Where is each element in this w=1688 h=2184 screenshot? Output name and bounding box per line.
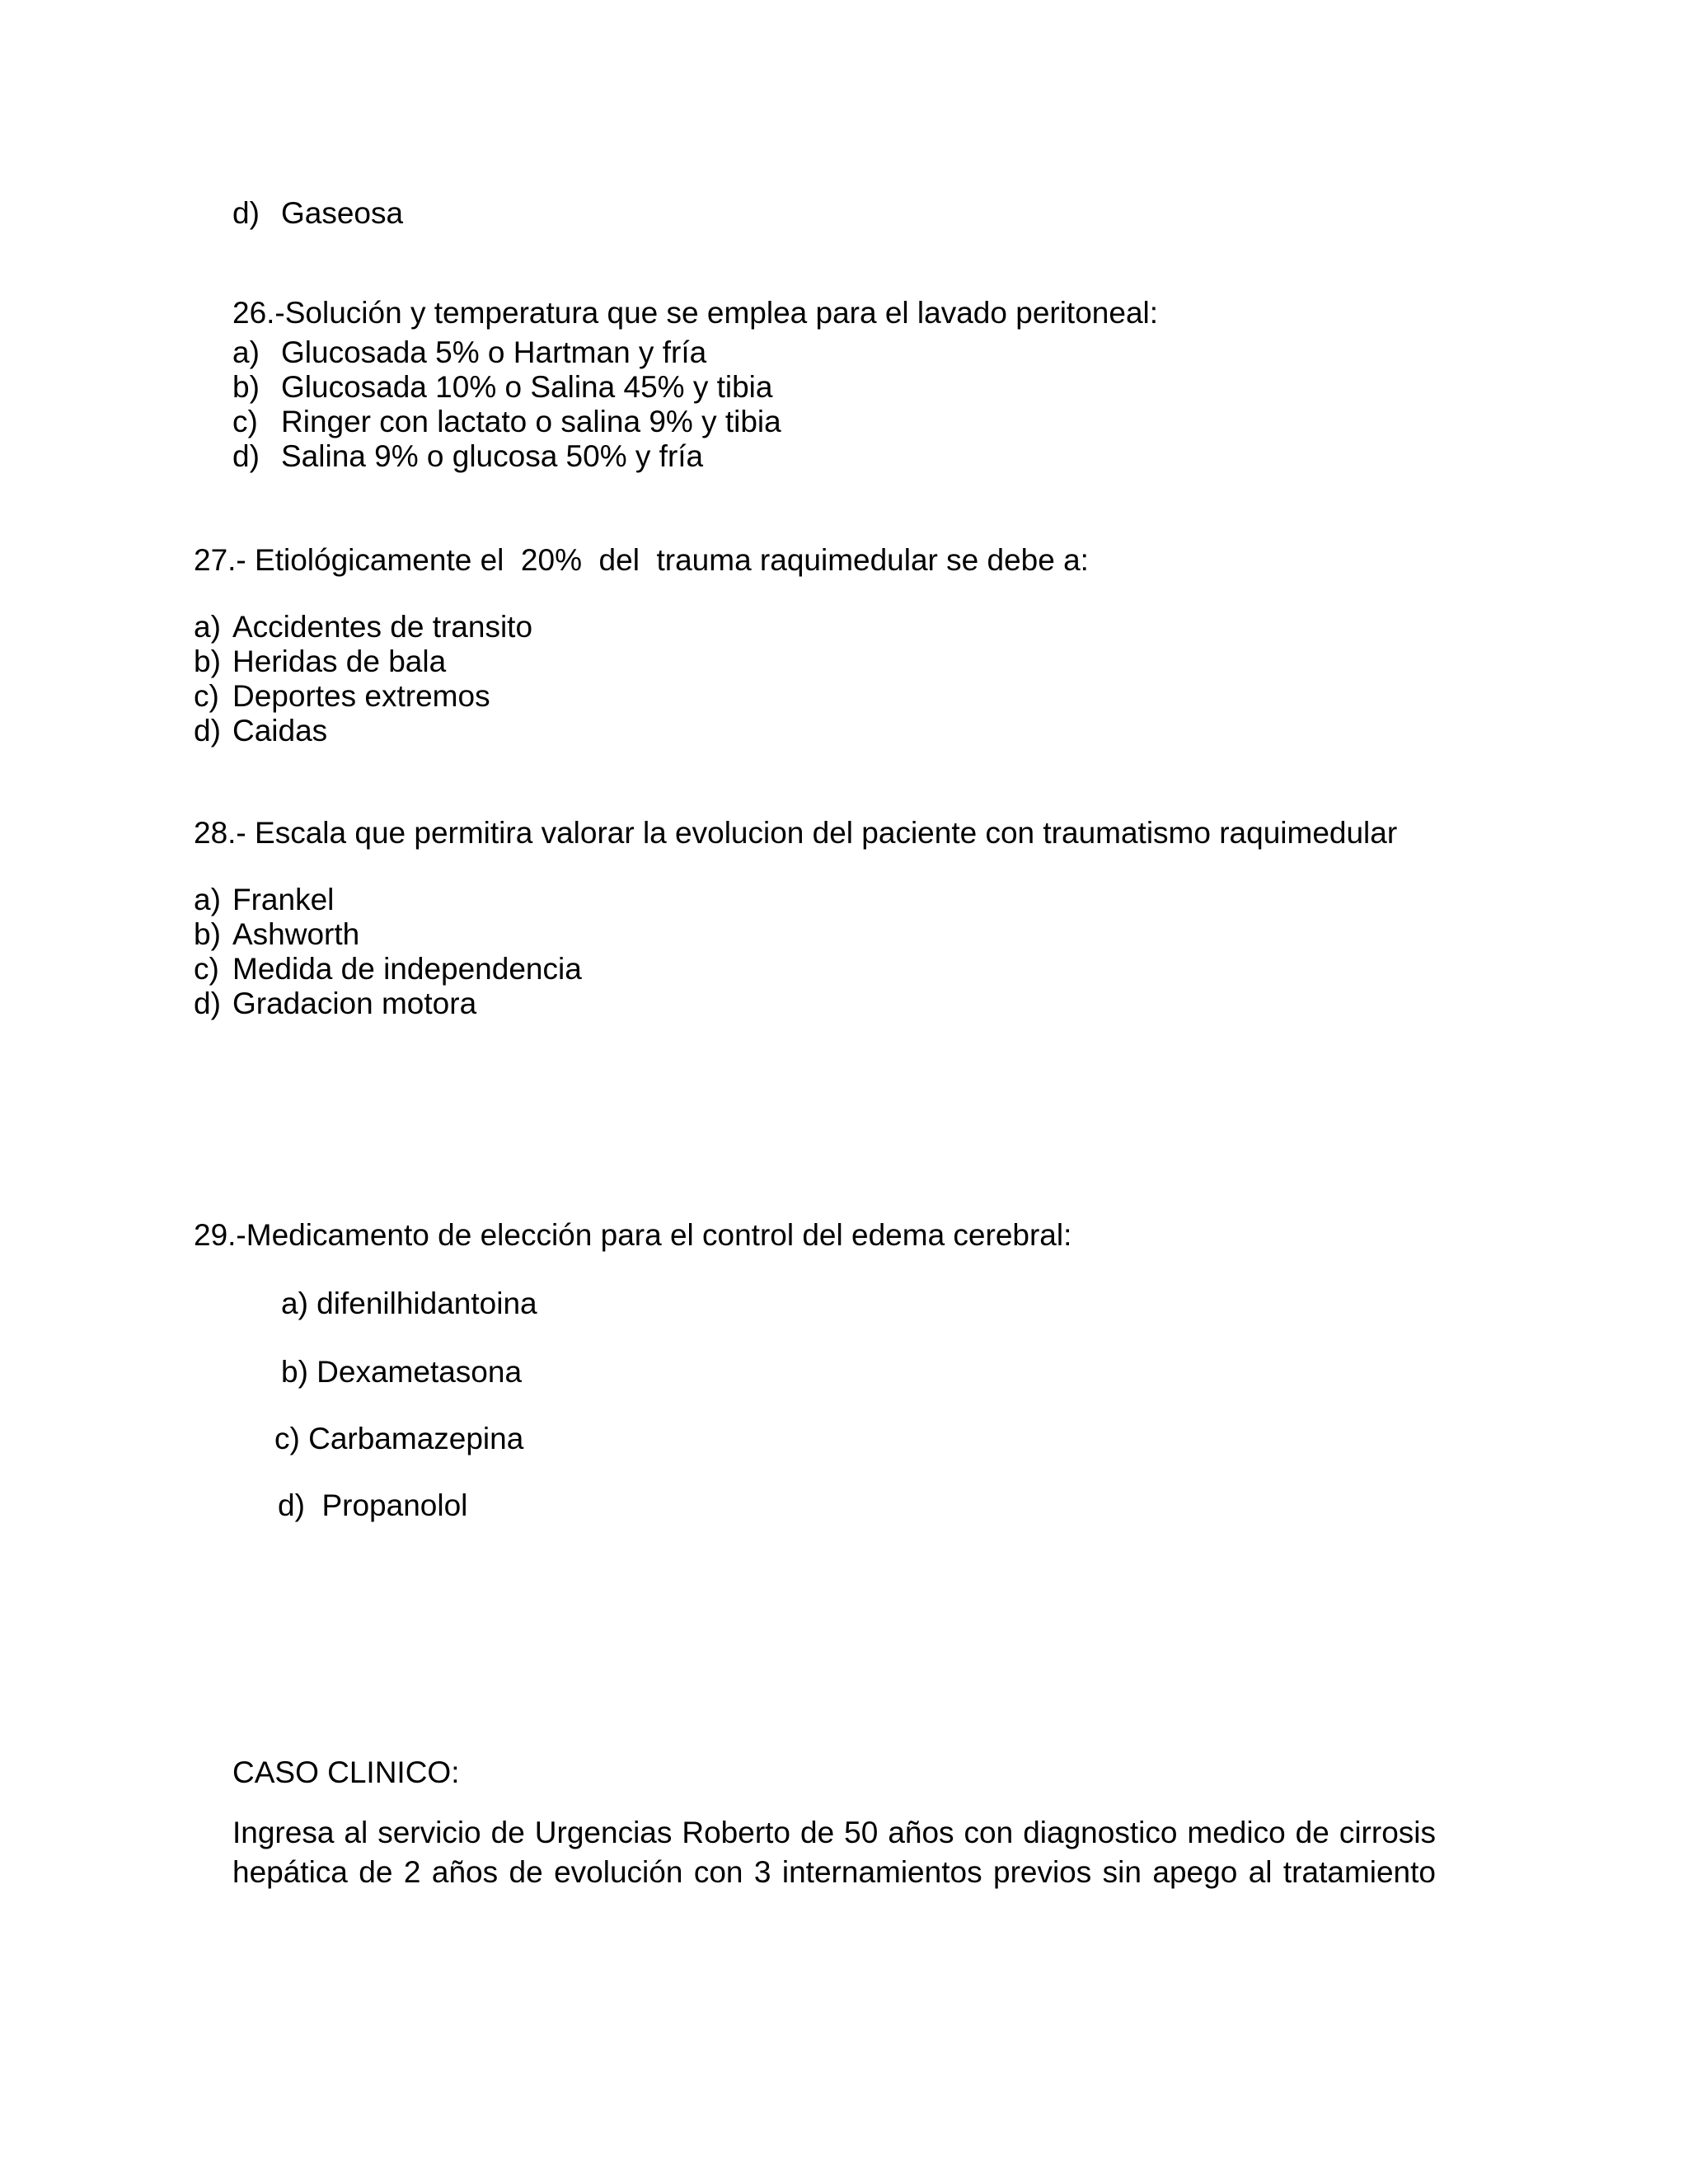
option-marker: c) bbox=[194, 952, 219, 986]
option-marker: d) bbox=[194, 987, 221, 1020]
case-paragraph-line: hepática de 2 años de evolución con 3 internamientos previos sin apego al tratamiento bbox=[232, 1855, 1436, 1889]
option-item: c) Carbamazepina bbox=[274, 1422, 524, 1455]
option-text: Accidentes de transito bbox=[232, 610, 533, 644]
question-29-stem: 29.-Medicamento de elección para el control del edema cerebral: bbox=[194, 1218, 1072, 1252]
option-text: Deportes extremos bbox=[232, 679, 490, 713]
option-text: Ashworth bbox=[232, 917, 360, 951]
option-marker: c) bbox=[232, 405, 258, 438]
question-26-stem: 26.-Solución y temperatura que se emplea para el lavado peritoneal: bbox=[232, 296, 1159, 330]
option-text: Gradacion motora bbox=[232, 987, 477, 1020]
option-marker: b) bbox=[194, 644, 221, 678]
option-text: Caidas bbox=[232, 714, 328, 748]
option-marker: a) bbox=[232, 335, 260, 369]
option-text: Glucosada 10% o Salina 45% y tibia bbox=[281, 370, 773, 404]
option-marker: b) bbox=[232, 370, 260, 404]
option-marker: d) bbox=[194, 714, 221, 748]
question-27-stem: 27.- Etiológicamente el 20% del trauma raquimedular se debe a: bbox=[194, 543, 1089, 577]
question-28-stem: 28.- Escala que permitira valorar la evolucion del paciente con traumatismo raquimedular bbox=[194, 816, 1398, 850]
option-text: Salina 9% o glucosa 50% y fría bbox=[281, 439, 704, 473]
option-text: Heridas de bala bbox=[232, 644, 447, 678]
option-text: Medida de independencia bbox=[232, 952, 582, 986]
case-heading: CASO CLINICO: bbox=[232, 1755, 460, 1789]
case-paragraph-line: Ingresa al servicio de Urgencias Roberto de 50 años con diagnostico medico de cirrosis bbox=[232, 1816, 1436, 1849]
option-marker: a) bbox=[194, 883, 221, 916]
option-item: a) difenilhidantoina bbox=[281, 1286, 537, 1320]
option-marker: b) bbox=[194, 917, 221, 951]
option-text: Ringer con lactato o salina 9% y tibia bbox=[281, 405, 781, 438]
option-marker: a) bbox=[194, 610, 221, 644]
option-marker: d) bbox=[232, 196, 260, 230]
option-item: b) Dexametasona bbox=[281, 1355, 523, 1389]
option-text: Gaseosa bbox=[281, 196, 404, 230]
option-marker: c) bbox=[194, 679, 219, 713]
option-text: Frankel bbox=[232, 883, 335, 916]
option-marker: d) bbox=[232, 439, 260, 473]
option-item: d) Propanolol bbox=[278, 1488, 468, 1522]
option-text: Glucosada 5% o Hartman y fría bbox=[281, 335, 707, 369]
